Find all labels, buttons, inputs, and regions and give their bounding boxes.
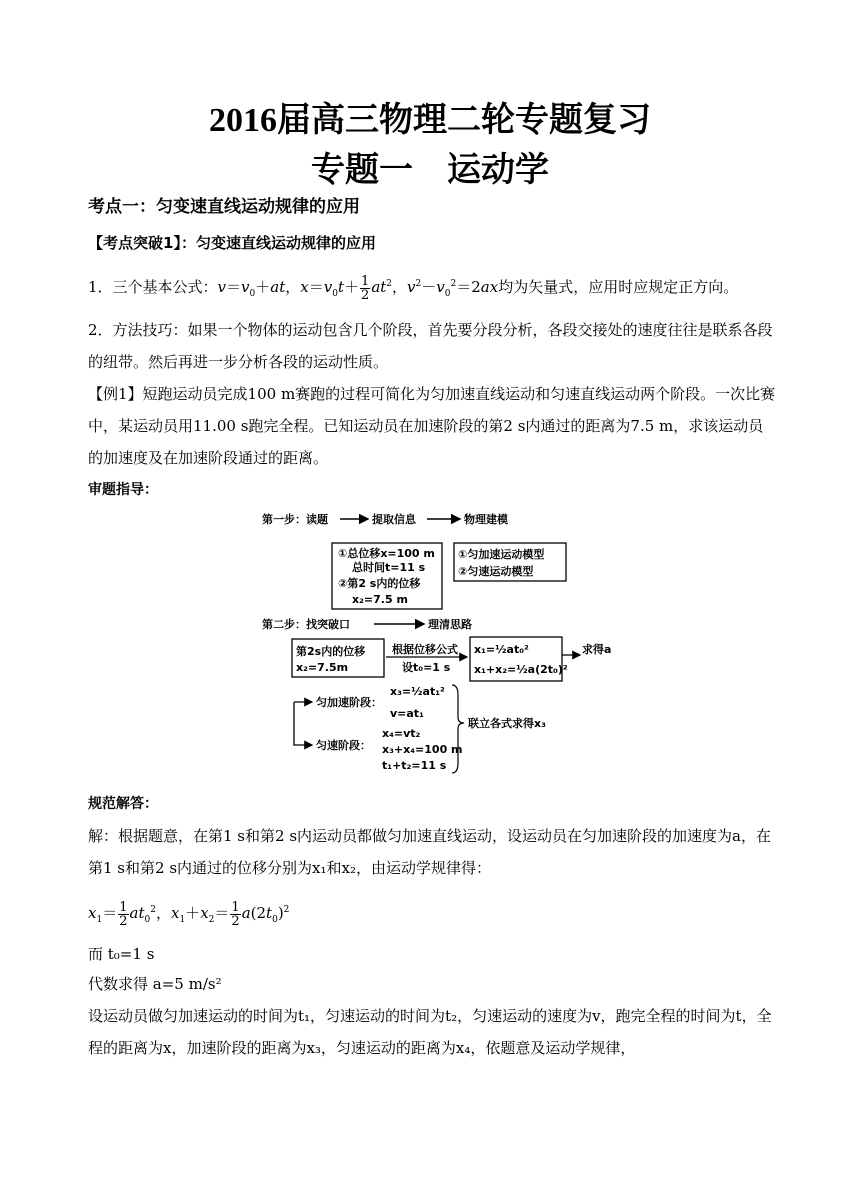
uniform-stage: 匀速阶段： [316, 739, 371, 752]
analysis-diagram [262, 505, 612, 785]
model-1: ①匀加速运动模型 [458, 548, 545, 561]
answer-label: 规范解答： [88, 796, 158, 812]
u-2: x₃+x₄=100 m [382, 743, 463, 756]
info-4: x₂=7.5 m [352, 593, 408, 606]
model-2: ②匀速运动模型 [458, 565, 534, 578]
section-heading: 考点一：匀变速直线运动规律的应用 [88, 197, 360, 217]
extract-label: 提取信息 [372, 513, 416, 526]
formula-label: 根据位移公式 [392, 643, 458, 656]
accel-stage: 匀加速阶段： [316, 696, 382, 709]
solution-a: 代数求得 a=5 m/s² [88, 975, 222, 993]
solution-1: 解：根据题意，在第1 s和第2 s内运动员都做匀加速直线运动，设运动员在匀加速阶段的加速度为a，在第1 s和第2 s内通过的位移分别为x₁和x₂，由运动学规律得： [88, 827, 771, 877]
step2-label: 第二步：找突破口 [262, 618, 350, 631]
solution-equations: $x_1=$ $\frac{1}{2}$ $at_0^2$，$x_1+x_2=$ $\frac{1}{2}$ $a(2t_0)^2$ [88, 899, 290, 929]
info-1: ①总位移x=100 m [338, 547, 435, 560]
a-2: v=at₁ [390, 707, 424, 720]
f-1: x₁=½at₀² [474, 643, 529, 656]
doc-title: 2016届高三物理二轮专题复习 [209, 102, 651, 139]
f-2: x₁+x₂=½a(2t₀)² [474, 663, 568, 676]
find-a: 求得a [582, 643, 612, 656]
item-method: 2．方法技巧：如果一个物体的运动包含几个阶段，首先要分段分析，各段交接处的速度往往是联系各段的纽带。然后再进一步分析各段的运动性质。 [88, 321, 773, 371]
model-label: 物理建模 [464, 513, 508, 526]
info-3: ②第2 s内的位移 [338, 577, 421, 590]
combine-label: 联立各式求得x₃ [468, 717, 546, 730]
solution-last: 设运动员做匀加速运动的时间为t₁，匀速运动的时间为t₂，匀速运动的速度为v，跑完全程的时间为t，全程的距离为x，加速阶段的距离为x₃，匀速运动的距离为x₄，依题意及运动学规律， [88, 1007, 772, 1057]
b-1: 第2s内的位移 [296, 645, 366, 658]
doc-subtitle: 专题一 运动学 [311, 152, 549, 189]
guide-label: 审题指导： [88, 482, 158, 498]
breakthrough-heading: 【考点突破1】：匀变速直线运动规律的应用 [88, 234, 376, 252]
u-1: x₄=vt₂ [382, 727, 421, 740]
a-1: x₃=½at₁² [390, 685, 445, 698]
info-2: 总时间t=11 s [352, 561, 426, 574]
set-t0: 设t₀=1 s [402, 661, 451, 674]
step1-label: 第一步：读题 [262, 513, 328, 526]
solution-t0: 而 t₀=1 s [88, 945, 155, 963]
example-1: 【例1】短跑运动员完成100 m赛跑的过程可简化为匀加速直线运动和匀速直线运动两个阶段。一次比赛中，某运动员用11.00 s跑完全程。已知运动员在加速阶段的第2 s内通过的距离为7.5 m，求该运动员的加速度及在加速阶段通过的距离。 [88, 385, 776, 467]
item-formulas: 1．三个基本公式：$v=v_0+at$，$x=v_0t+$ $\frac{1}{2}$ $at^2$，$v^2-v_0^2=2ax$均为矢量式，应用时应规定正方向。 [88, 273, 739, 303]
u-3: t₁+t₂=11 s [382, 759, 447, 772]
clear-label: 理清思路 [428, 618, 472, 631]
b-2: x₂=7.5m [296, 661, 349, 674]
